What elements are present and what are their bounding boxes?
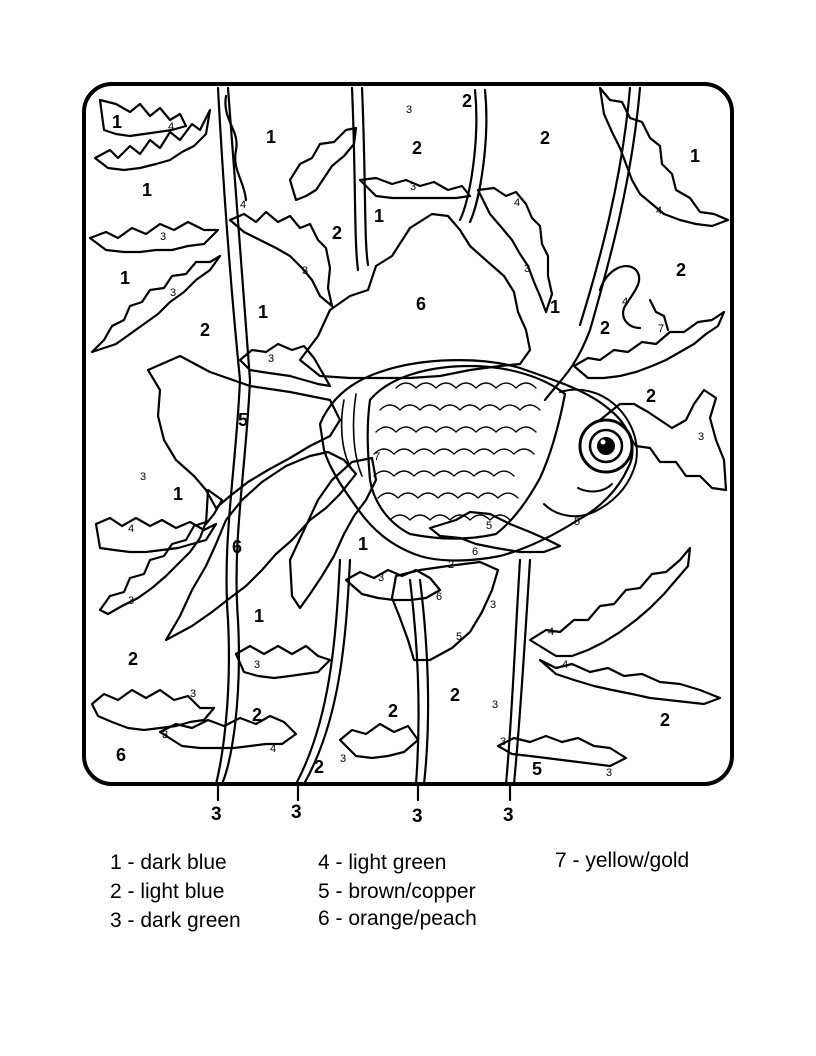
legend-item-4: 4 - light green (318, 851, 447, 874)
fish-mouth (578, 484, 612, 491)
region-number: 2 (450, 685, 461, 705)
region-number-small: 3 (302, 265, 309, 277)
region-number-small: 3 (410, 181, 417, 193)
plant-leaf (600, 88, 728, 226)
plant-leaf (236, 646, 330, 678)
stem-label: 3 (503, 805, 514, 826)
region-number-small: 3 (406, 104, 413, 116)
legend-item-2: 2 - light blue (110, 880, 225, 903)
region-number: 1 (266, 127, 277, 147)
region-number: 1 (258, 302, 269, 322)
region-number-small: 7 (374, 451, 381, 463)
region-number: 5 (532, 759, 543, 779)
region-number: 1 (690, 146, 701, 166)
region-number-small: 6 (436, 591, 443, 603)
stem-label: 3 (211, 804, 222, 825)
region-number: 2 (412, 138, 423, 158)
plant-stem (506, 560, 530, 784)
region-number: 6 (416, 294, 427, 314)
region-number: 1 (550, 297, 561, 317)
region-number: 2 (314, 757, 325, 777)
region-number-small: 4 (548, 626, 555, 638)
region-number-small: 5 (574, 516, 581, 528)
region-number-small: 3 (170, 287, 177, 299)
region-number-small: 4 (514, 197, 521, 209)
region-number-small: 3 (254, 659, 261, 671)
region-number-small: 3 (340, 753, 347, 765)
region-number-small: 4 (270, 743, 277, 755)
region-number: 1 (120, 268, 131, 288)
region-number-small: 3 (190, 688, 197, 700)
fish-anal-fin (392, 562, 498, 660)
region-number: 1 (173, 484, 184, 504)
plant-stem (410, 580, 428, 784)
plant-leaf (574, 312, 724, 378)
plant-stem (296, 560, 350, 784)
region-number-small: 3 (490, 599, 497, 611)
region-number-small: 3 (524, 263, 531, 275)
region-number-small: 3 (160, 231, 167, 243)
region-number-small: 5 (486, 520, 493, 532)
region-number-small: 2 (448, 559, 455, 571)
region-number: 2 (600, 318, 611, 338)
region-number: 2 (540, 128, 551, 148)
region-number-small: 3 (378, 572, 385, 584)
region-number: 1 (374, 206, 385, 226)
region-number: 1 (358, 534, 369, 554)
region-number-small: 3 (268, 353, 275, 365)
region-number-small: 4 (128, 523, 135, 535)
stem-label: 3 (291, 802, 302, 823)
fish-scale-area (368, 366, 565, 539)
fish-pupil (597, 437, 615, 455)
region-number: 2 (252, 705, 263, 725)
region-number-small: 3 (162, 729, 169, 741)
region-number: 2 (676, 260, 687, 280)
plant-leaf (240, 344, 330, 386)
plant-leaf (96, 518, 216, 552)
region-number: 2 (660, 710, 671, 730)
legend-item-7: 7 - yellow/gold (555, 849, 690, 872)
region-number: 2 (128, 649, 139, 669)
region-number: 2 (388, 701, 399, 721)
region-number-small: 4 (562, 659, 569, 671)
region-number-small: 3 (500, 736, 507, 748)
region-number-small: 4 (168, 121, 175, 133)
plant-leaf (340, 724, 418, 758)
region-number-small: 6 (472, 546, 479, 558)
plant-leaf (290, 128, 356, 200)
legend-item-6: 6 - orange/peach (318, 907, 477, 930)
legend-item-3: 3 - dark green (110, 909, 241, 932)
region-number: 2 (646, 386, 657, 406)
stem-label: 3 (412, 806, 423, 827)
region-number-small: 4 (622, 296, 629, 308)
legend-item-5: 5 - brown/copper (318, 880, 476, 903)
region-number: 6 (232, 537, 243, 557)
fish-pectoral-fin (430, 512, 560, 552)
plant-stem (545, 88, 640, 400)
region-number: 1 (112, 112, 123, 132)
region-number: 5 (238, 410, 249, 430)
plant-leaf (100, 522, 206, 614)
region-number: 2 (332, 223, 343, 243)
region-number-small: 4 (240, 199, 247, 211)
legend-item-1: 1 - dark blue (110, 851, 227, 874)
region-number-small: 3 (492, 699, 499, 711)
region-number-small: 3 (140, 471, 147, 483)
region-number: 1 (142, 180, 153, 200)
region-number: 1 (254, 606, 265, 626)
fish-pelvic-fin (290, 458, 376, 608)
region-number: 2 (462, 91, 473, 111)
region-number-small: 3 (698, 431, 705, 443)
plant-leaf (90, 222, 218, 252)
region-number-small: 3 (606, 767, 613, 779)
plant-leaf (530, 548, 690, 656)
region-number-small: 5 (456, 631, 463, 643)
plant-leaf (230, 212, 332, 306)
region-number-small: 3 (128, 595, 135, 607)
region-number: 6 (116, 745, 127, 765)
region-number-small: 4 (656, 205, 663, 217)
region-number: 2 (200, 320, 211, 340)
region-number-small: 7 (658, 323, 665, 335)
